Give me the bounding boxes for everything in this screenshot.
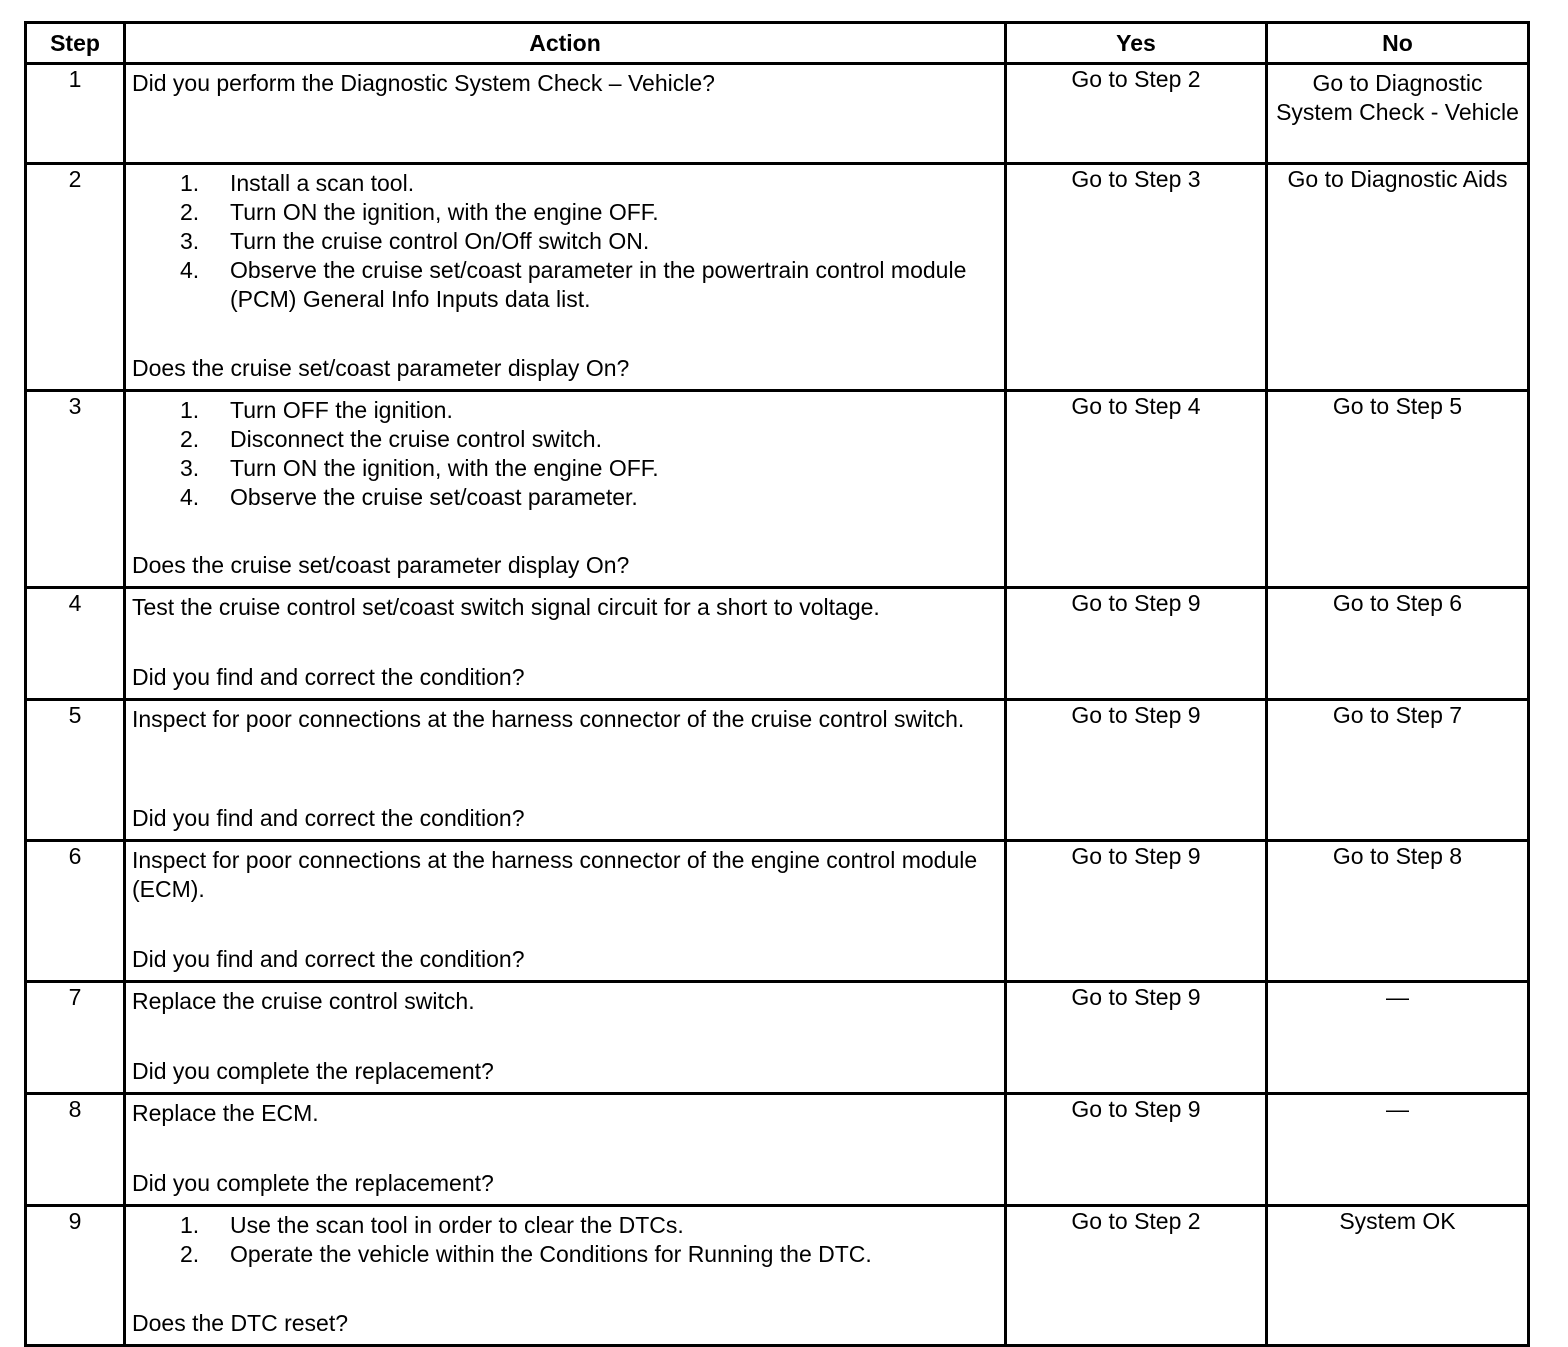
step-number: 4 [26,588,125,700]
no-result-text: Go to Step 8 [1332,843,1463,869]
procedure-item [132,425,998,454]
action-instructions [132,842,998,904]
header-yes: Yes [1006,23,1267,64]
no-result [1267,1206,1529,1346]
no-result-text: Go to Step 6 [1332,590,1463,616]
header-row [26,23,1529,64]
action-instructions [132,1095,998,1128]
no-result [1267,1094,1529,1206]
action-cell [125,588,1006,700]
table-row [26,64,1529,164]
header-step: Step [26,23,125,64]
step-number: 6 [26,841,125,982]
procedure-number: 1. [180,397,200,423]
no-result [1267,700,1529,841]
step-number: 8 [26,1094,125,1206]
procedure-number: 3. [180,455,200,481]
procedure-item [132,198,998,227]
step-number: 2 [26,164,125,391]
action-statement: Replace the ECM. [132,1100,319,1126]
header-action: Action [125,23,1006,64]
procedure-text: Install a scan tool. [230,170,415,196]
yes-result: Go to Step 4 [1006,391,1267,588]
procedure-item [132,483,998,512]
procedure-number: 4. [180,484,200,510]
no-result-text: Go to Diagnostic Aids [1287,166,1508,192]
no-result [1267,64,1529,164]
action-content [132,1207,998,1341]
action-statement: Replace the cruise control switch. [132,988,475,1014]
header-no: No [1267,23,1529,64]
action-question: Did you find and correct the condition? [132,946,525,972]
action-instructions [132,701,998,734]
table-row [26,588,1529,700]
procedure-item [132,256,998,314]
no-result [1267,391,1529,588]
procedure-item [132,396,998,425]
action-instructions [132,1207,998,1269]
procedure-item [132,227,998,256]
table-row [26,164,1529,391]
procedure-item [132,169,998,198]
action-instructions [132,65,998,98]
procedure-number: 3. [180,228,200,254]
action-instructions [132,165,998,314]
yes-result: Go to Step 9 [1006,588,1267,700]
procedure-number: 1. [180,170,200,196]
procedure-text: Turn ON the ignition, with the engine OFF. [230,199,659,225]
yes-result: Go to Step 9 [1006,982,1267,1094]
no-result [1267,982,1529,1094]
action-content [132,701,998,836]
procedure-number: 2. [180,1241,200,1267]
table-row [26,391,1529,588]
yes-result: Go to Step 2 [1006,64,1267,164]
action-instructions [132,589,998,622]
procedure-item [132,1240,998,1269]
step-number: 5 [26,700,125,841]
no-result-text: — [1386,1096,1409,1122]
action-cell [125,841,1006,982]
procedure-item [132,454,998,483]
table-row [26,982,1529,1094]
action-question: Did you find and correct the condition? [132,805,525,831]
action-cell [125,391,1006,588]
procedure-list [132,169,998,314]
action-cell [125,700,1006,841]
action-cell [125,1206,1006,1346]
procedure-item [132,1211,998,1240]
action-instructions [132,392,998,512]
procedure-number: 2. [180,426,200,452]
procedure-list [132,396,998,512]
yes-result: Go to Step 9 [1006,700,1267,841]
procedure-text: Turn ON the ignition, with the engine OFF. [230,455,659,481]
action-content [132,165,998,386]
action-content [132,589,998,695]
diagnostic-table [24,21,1530,1347]
procedure-text: Operate the vehicle within the Conditions for Running the DTC. [230,1241,872,1267]
no-result-text: Go to Step 5 [1332,393,1463,419]
table-row [26,1206,1529,1346]
step-number: 9 [26,1206,125,1346]
yes-result: Go to Step 3 [1006,164,1267,391]
procedure-text: Disconnect the cruise control switch. [230,426,602,452]
procedure-text: Use the scan tool in order to clear the DTCs. [230,1212,684,1238]
table-body [26,64,1529,1346]
action-content [132,842,998,977]
no-result [1267,588,1529,700]
action-statement: Inspect for poor connections at the harness connector of the engine control module (ECM). [132,847,978,902]
table-row [26,841,1529,982]
action-question: Does the cruise set/coast parameter display On? [132,552,630,578]
no-result-text: Go to Diagnostic System Check - Vehicle [1276,70,1519,125]
step-number: 7 [26,982,125,1094]
action-cell [125,982,1006,1094]
table-row [26,700,1529,841]
action-cell [125,1094,1006,1206]
action-content [132,983,998,1089]
action-cell [125,164,1006,391]
action-question: Did you find and correct the condition? [132,664,525,690]
action-question: Does the DTC reset? [132,1310,349,1336]
action-statement: Test the cruise control set/coast switch signal circuit for a short to voltage. [132,594,880,620]
no-result-text: System OK [1339,1208,1456,1234]
action-question: Did you complete the replacement? [132,1058,494,1084]
yes-result: Go to Step 2 [1006,1206,1267,1346]
yes-result: Go to Step 9 [1006,1094,1267,1206]
procedure-text: Turn the cruise control On/Off switch ON. [230,228,650,254]
procedure-list [132,1211,998,1269]
action-content [132,1095,998,1201]
action-question: Does the cruise set/coast parameter display On? [132,355,630,381]
no-result [1267,841,1529,982]
no-result-text: — [1386,984,1409,1010]
procedure-text: Observe the cruise set/coast parameter in the powertrain control module (PCM) General Info Inputs data list. [230,257,967,312]
procedure-text: Observe the cruise set/coast parameter. [230,484,638,510]
action-statement: Inspect for poor connections at the harness connector of the cruise control switch. [132,706,965,732]
procedure-number: 1. [180,1212,200,1238]
no-result [1267,164,1529,391]
action-instructions [132,983,998,1016]
action-question: Did you complete the replacement? [132,1170,494,1196]
procedure-number: 4. [180,257,200,283]
table-row [26,1094,1529,1206]
action-statement: Did you perform the Diagnostic System Check – Vehicle? [132,70,715,96]
action-cell [125,64,1006,164]
procedure-text: Turn OFF the ignition. [230,397,453,423]
action-content [132,65,998,159]
step-number: 3 [26,391,125,588]
step-number: 1 [26,64,125,164]
no-result-text: Go to Step 7 [1332,702,1463,728]
action-content [132,392,998,583]
procedure-number: 2. [180,199,200,225]
yes-result: Go to Step 9 [1006,841,1267,982]
